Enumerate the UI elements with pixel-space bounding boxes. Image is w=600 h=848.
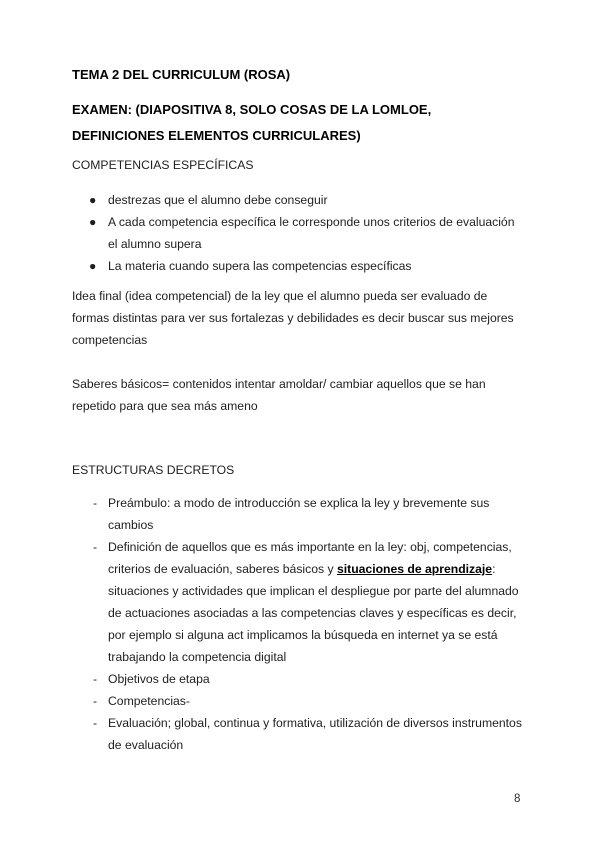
page-number: 8 [514,793,521,805]
text-run: : situaciones y actividades que implican el despliegue por parte del alumnado de actuaciones asociadas a las competencias claves y específicas es decir, por ejemplo si alguna act implicamos la búsqueda en internet ya se está trabajando la competencia digital [108,562,519,664]
doc-title: TEMA 2 DEL CURRICULUM (ROSA) [72,67,291,82]
list-item [72,189,526,211]
list-item-text: Evaluación; global, continua y formativa, utilización de diversos instrumentos de evaluación [108,716,522,752]
exam-heading: EXAMEN: (DIAPOSITIVA 8, SOLO COSAS DE LA LOMLOE, DEFINICIONES ELEMENTOS CURRICULARES) [72,102,432,143]
list-item [72,690,526,712]
list-item [72,255,526,277]
list-item-text: Competencias- [108,694,190,708]
bullet-list [72,189,526,277]
list-item [72,712,526,756]
list-item [72,211,526,255]
list-item-text: destrezas que el alumno debe conseguir [108,193,328,207]
section-heading-competencias: COMPETENCIAS ESPECÍFICAS [72,158,254,172]
bullet-marker: ● [89,215,97,229]
text-run: Definición de aquellos que es más importante en la ley: obj, competencias, criterios de evaluación, saberes básicos y [108,540,512,576]
list-item-text: A cada competencia específica le corresponde unos criterios de evaluación el alumno supera [108,215,515,251]
list-item-text [108,540,519,664]
list-item [72,492,526,536]
bullet-marker: ● [89,259,97,273]
dash-marker: - [93,496,98,510]
list-item-text: Preámbulo: a modo de introducción se explica la ley y brevemente sus cambios [108,496,490,532]
paragraph-saberes-basicos: Saberes básicos= contenidos intentar amoldar/ cambiar aquellos que se han repetido para que sea más ameno [72,377,486,413]
dash-marker: - [93,672,98,686]
section-heading-estructuras: ESTRUCTURAS DECRETOS [72,463,235,477]
bullet-marker: ● [89,193,97,207]
list-item [72,536,526,668]
dash-list [72,492,526,756]
paragraph-idea-final: Idea final (idea competencial) de la ley que el alumno pueda ser evaluado de formas distintas para ver sus fortalezas y debilidades es decir buscar sus mejores competencias [72,289,514,347]
list-item-text: La materia cuando supera las competencias específicas [108,259,412,273]
text-run-emphasized: situaciones de aprendizaje [336,562,493,576]
dash-marker: - [93,716,98,730]
document-body [72,64,526,756]
list-item [72,668,526,690]
dash-marker: - [93,694,98,708]
list-item-text: Objetivos de etapa [108,672,210,686]
dash-marker: - [93,540,98,554]
